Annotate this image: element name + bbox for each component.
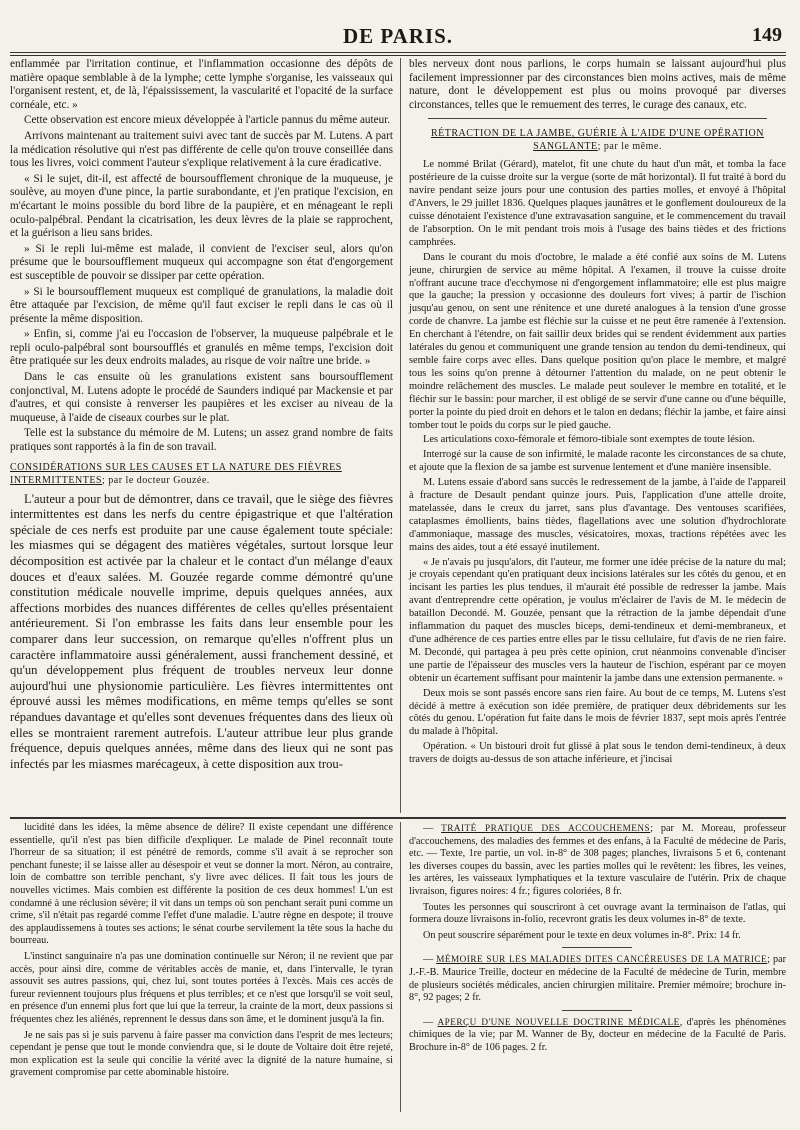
page-number: 149 <box>752 24 782 46</box>
paragraph: Deux mois se sont passés encore sans rien faire. Au bout de ce temps, M. Lutens s'est décidé à mettre à exécution son idée première, de pratiquer deux débridements sur les côtés du genou. L'opération fut faite dans le mois de février 1837, sept mois après l'entrée du malade à l'hôpital. <box>408 687 786 738</box>
paragraph: Arrivons maintenant au traitement suivi avec tant de succès par M. Lutens. A part la médication résolutive qui n'est pas différente de celle qu'on trouve conseillée dans tous les livres, voici comment l'auteur s'explique relativement à la cure éradicative. <box>10 129 393 170</box>
section-divider <box>10 817 786 819</box>
book-title: TRAITÉ PRATIQUE DES ACCOUCHEMENS <box>441 823 651 833</box>
book-notice: — TRAITÉ PRATIQUE DES ACCOUCHEMENS; par M. Moreau, professeur d'accouchemens, des maladies des femmes et des enfans, à la Faculté de médecine de Paris, etc. — Texte, 1re partie, un vol. in-8° de 308 pages; planches, livraisons 5 et 6, contenant les diverses coupes du bassin, avec les parties molles qui le revêtent: les fibres, les veines, les artères, les vaisseaux lymphatiques et la texture vasculaire de l'utérin. Prix de chaque livraison, figures noires: 4 fr.; figures coloriées, 8 fr. <box>408 823 786 897</box>
paragraph: Opération. « Un bistouri droit fut glissé à plat sous le tendon demi-tendineux, à deux travers de doigts au-dessus de son attache inférieure, et j'incisai <box>408 741 786 766</box>
running-title: DE PARIS. <box>342 24 454 48</box>
book-details: ; par J.-F.-B. Maurice Treille, docteur en médecine de la Faculté de médecine de Turin, membre de plusieurs sociétés médicales, ancien chirurgien militaire. Premier mémoire; brochure in-8°, 92 pages; 2 fr. <box>408 954 786 1004</box>
paragraph: Je ne sais pas si je suis parvenu à faire passer ma conviction dans l'esprit de mes lecteurs; cependant je pense que tout le monde conviendra que, si le doute de Voltaire doit être rejeté, mon explication est la seule qui concilie la vérité avec la dignité de la nature humaine, si gravement compromise par cette abominable histoire. <box>10 1029 393 1079</box>
article-title: RÉTRACTION DE LA JAMBE, GUÉRIE À L'AIDE D'UNE OPÉRATION SANGLANTE <box>430 128 764 153</box>
paragraph: M. Lutens essaie d'abord sans succès le redressement de la jambe, à l'aide de l'appareil à fracture de Desault pendant quinze jours. Puis, l'application d'une attelle droite, matelassée, dans le creux du jarret, sans plus d'avantage. Des ventouses scarifiées, cataplasmes émollients, bains tièdes, flagellations avec une solution d'hydrochlorate d'ammoniaque, massage des muscles, vésicatoires, moxas, tractions répétées avec les mains des aides, tout a été essayé inutilement. <box>408 477 786 553</box>
paragraph: Dans le courant du mois d'octobre, le malade a été confié aux soins de M. Lutens jeune, chirurgien de service au même hôpital. A l'examen, il trouve la cuisse droite n'offrant aucune trace d'ecchymose ni d'engorgement inflammatoire; elle est plus maigre que la gauche; la pression y occasionne des douleurs fort vives; à partir de l'ischion jusqu'au genou, on sent une rénitence et une dureté analogues à la tension d'une grosse corde de chanvre. La jambe est fléchie sur la cuisse et ne peut être ramenée à l'extension. En cherchant à l'étendre, on fait saillir deux brides qui se rendent évidemment aux parties latérales du genou et communiquent une grande tension au tendon du demi-tendineux, qui semble faire corps avec elles. Dans quelque position qu'on place le membre, et malgré tous les soins qu'on prenne à détourner l'attention du malade, on ne peut obtenir le moindre relâchement des muscles. Le malade peut soulever le membre en totalité, et le fléchir sur le bassin: pour marcher, il est obligé de se servir d'une canne ou d'une béquille, porter la pointe du pied droit en dehors et le talon en dedans; fléchir la jambe, et faire ainsi tomber tout le poids du corps sur le pied gauche. <box>408 251 786 431</box>
paragraph: enflammée par l'irritation continue, et l'inflammation occasionne des dépôts de matière opaque semblable à de la lymphe; cette lymphe s'organise, les vaisseaux qui l'organisent restent, et, de là, l'épaississement, la vascularité et l'opacité de la surface cornéale, etc. » <box>10 58 393 111</box>
separator-rule <box>562 947 632 948</box>
article-author: ; par le même. <box>597 141 662 153</box>
article-author: ; par le docteur Gouzée. <box>102 474 210 486</box>
top-left-column <box>10 58 400 813</box>
header-rule <box>10 52 786 56</box>
book-notice: — APERÇU D'UNE NOUVELLE DOCTRINE MÉDICALE, d'après les phénomènes chimiques de la vie; par M. Wanner de By, docteur en médecine de la Faculté de Paris. Brochure in-8° de 106 pages. 2 fr. <box>408 1016 786 1053</box>
paragraph: L'auteur a pour but de démontrer, dans ce travail, que le siège des fièvres intermittentes est dans les nerfs du centre épigastrique et que l'altération spéciale de ces nerfs est produite par une cause également toute spéciale: les miasmes qui se dégagent des matières végétales, surtout lorsque leur décomposition est activée par la chaleur et le contact d'un mélange d'eaux douces et d'eaux salées. M. Gouzée regarde comme démontré qu'une constitution médicale nouvelle imprime, depuis quelques années, aux affections morbides des nuances différentes de celles qu'elles présentaient antérieurement. Si l'on embrasse les faits dans leur ensemble pour les comparer dans leur succession, on remarque qu'elles n'offrent plus un caractère inflammatoire aussi généralement, aussi franchement dessiné, et qu'un développement plus fréquent de troubles nerveux leur donne aujourd'hui une physionomie particulière. Les fièvres intermittentes ont éprouvé aussi les mêmes modifications, en même temps qu'elles se sont répandues davantage et qu'elles sont devenues fréquentes dans des lieux où elles se montraient rarement autrefois. L'auteur attribue leur plus grande fréquence, depuis quelques années, même dans des lieux qui ne sont pas infectés par les miasmes marécageux, à cette disposition aux trou- <box>10 491 393 771</box>
book-details: , d'après les phénomènes chimiques de la vie; par M. Wanner de By, docteur en médecine de la Faculté de Paris. Brochure in-8° de 106 pages. 2 fr. <box>408 1016 786 1053</box>
separator-rule <box>562 1010 632 1011</box>
book-notice: — MÉMOIRE SUR LES MALADIES DITES CANCÉREUSES DE LA MATRICE; par J.-F.-B. Maurice Treille, docteur en médecine de la Faculté de médecine de Turin, membre de plusieurs sociétés médicales, ancien chirurgien militaire. Premier mémoire; brochure in-8°, 92 pages; 2 fr. <box>408 954 786 1004</box>
paragraph: Cette observation est encore mieux développée à l'article pannus du même auteur. <box>24 114 391 127</box>
quote-paragraph: » Si le repli lui-même est malade, il convient de l'exciser seul, alors qu'on présume que le boursoufflement muqueux qui accompagne son état d'engorgement est susceptible de pouvoir se dissiper par cette opération. <box>10 242 393 282</box>
paragraph: Les articulations coxo-fémorale et fémoro-tibiale sont exemptes de toute lésion. <box>422 434 755 446</box>
bottom-section <box>10 822 786 1112</box>
paragraph: On peut souscrire séparément pour le texte en deux volumes in-8°. Prix: 14 fr. <box>422 929 741 941</box>
book-title: MÉMOIRE SUR LES MALADIES DITES CANCÉREUSES DE LA MATRICE <box>436 954 768 965</box>
bottom-right-column <box>400 822 786 1112</box>
paragraph: Interrogé sur la cause de son infirmité, le malade raconte les circonstances de sa chute, et ajoute que la flexion de sa jambe est survenue lentement et d'une manière insensible. <box>408 449 786 474</box>
paragraph: bles nerveux dont nous parlions, le corps humain se laissant aujourd'hui plus facilement impressionner par des circonstances bien moins actives, mais de même nature, dont le développement est plus ou moins provoqué par diverses circonstances, telles que le remuement des terres, le curage des canaux, etc. <box>408 58 786 111</box>
paragraph: Le nommé Brilat (Gérard), matelot, fit une chute du haut d'un mât, et tomba la face postérieure de la cuisse droite sur la vergue (sorte de mât horizontal). Il fut traité à bord du navire pendant seize jours pour une contusion des parties molles, et envoyé à l'hôpital d'Anvers, le 29 juillet 1836. Quelques plaques jaunâtres et le gonflement douloureux de la cuisse dénotaient l'existence d'une extravasation sanguine, et le commencement du travail de l'absorption. On le mit pendant trois mois à l'usage des bains tièdes et des frictions camphrées. <box>408 159 786 248</box>
book-title: APERÇU D'UNE NOUVELLE DOCTRINE MÉDICALE <box>437 1016 680 1027</box>
page-header <box>10 18 786 58</box>
paragraph: Dans le cas ensuite où les granulations existent sans boursoufflement conjonctival, M. Lutens adopte le procédé de Saunders indiqué par Mackensie et par d'autres, et qui consiste à renverser les paupières et les exciser au niveau de la muqueuse, à l'aide de ciseaux courbes sur le plat. <box>10 371 393 424</box>
paragraph: L'instinct sanguinaire n'a pas une domination continuelle sur Néron; il ne revient que par accès, pour ainsi dire, comme de véritables accès de manie, et, dans l'intervalle, le tyran assouvit ses autres passions, qui, chez lui, sont toutes portées à l'excès. Mais ces accès de fureur reviennent toujours plus fréquens et plus terribles; et ce n'est que lorsqu'il se voit seul, en présence d'un ennemi plus fort que lui que la terreur, la crainte de la mort, deux passions si fréquentes chez les aliénés, reprennent le dessus dans son âme, et le dominent jusqu'à la fin. <box>10 950 393 1025</box>
paragraph: Toutes les personnes qui souscriront à cet ouvrage avant la terminaison de l'atlas, qui formera douze livraisons in-folio, recevront gratis les deux volumes in-8° de texte. <box>408 901 786 926</box>
separator-rule <box>428 118 767 119</box>
article-heading <box>10 461 393 487</box>
top-section <box>10 58 786 813</box>
paragraph: Telle est la substance du mémoire de M. Lutens; un assez grand nombre de faits pratiques sont rapportés à la fin de son travail. <box>10 427 393 454</box>
article-title: CONSIDÉRATIONS SUR LES CAUSES ET LA NATURE DES FIÈVRES INTERMITTENTES <box>10 461 342 486</box>
paragraph: lucidité dans les idées, la même absence de délire? Il existe cependant une différence essentielle, qu'il n'est pas bien difficile d'expliquer. Le malade de Pinel reconnaît toute l'horreur de sa situation; il est pénétré de remords, comme s'il avait à se reprocher son penchant funeste; il se laisse aller au désespoir et veut se donner la mort. Néron, au contraire, loin de combattre son terrible penchant, s'y livre avec délices. Il fait tous les jours de nouvelles victimes. Mais combien est différente la position de ces deux hommes! L'un est condamné à une réclusion sévère; il vit dans un temps où son penchant serait puni comme un crime, s'il n'était pas regardé comme l'effet d'une maladie. L'autre règne en despote; il trouve des applaudissemens à toutes ses actions; le sénat courbe servilement la tête sous la hache du bourreau. <box>10 822 393 947</box>
article-heading <box>409 127 786 153</box>
quote-paragraph: » Enfin, si, comme j'ai eu l'occasion de l'observer, la muqueuse palpébrale et le repli oculo-palpébral sont boursoufflés et granulés en même temps, l'excision doit être pratiquée sur les deux endroits malades, au risque de voir naître une bride. » <box>10 328 393 368</box>
top-right-column <box>400 58 786 813</box>
quote-paragraph: « Je n'avais pu jusqu'alors, dit l'auteur, me former une idée précise de la nature du mal; je croyais cependant qu'en pratiquant deux incisions latérales sur les côtés du genou, et en incisant les parties les plus tendues, il m'aurait été possible de redresser la jambe. Mais avant d'entreprendre cette opération, je voulus m'éclairer de l'avis de M. le médecin de bataillon Decondé. M. Gouzée, pensant que la rétraction de la jambe dépendait d'une inflammation du paquet des muscles biceps, demi-tendineux et demi-membraneux, et d'une adhérence de ces parties entre elles par le tissu cellulaire, fut d'avis de ne rien faire. M. Decondé, qui partagea à peu près cette opinion, crut néanmoins convenable d'inciser une partie de l'épaisseur des muscles vers la hauteur de l'ischion, espérant par ce moyen obtenir un écartement suffisant pour maintenir la jambe dans une extension permanente. » <box>408 556 786 684</box>
quote-paragraph: » Si le boursoufflement muqueux est compliqué de granulations, la maladie doit être attaquée par l'excision, de même qu'il faut exciser le repli dans le cas où il présente la même disposition. <box>10 285 393 325</box>
bottom-left-column <box>10 822 400 1112</box>
book-details: ; par M. Moreau, professeur d'accouchemens, des maladies des femmes et des enfans, à la Faculté de médecine de Paris, etc. — Texte, 1re partie, un vol. in-8° de 308 pages; planches, livraisons 5 et 6, contenant les diverses coupes du bassin, avec les parties molles qui le revêtent: les fibres, les veines, les artères, les vaisseaux lymphatiques et la texture vasculaire de l'utérin. Prix de chaque livraison, figures noires: 4 fr.; figures coloriées, 8 fr. <box>408 823 786 897</box>
quote-paragraph: « Si le sujet, dit-il, est affecté de boursoufflement chronique de la muqueuse, je soulève, au moyen d'une pince, la partie surabondante, et j'en pratique l'excision, en m'écartant le moins possible du bord libre de la paupière, et en ménageant le repli oculo-palpébral. Pendant la cicatrisation, les deux lèvres de la plaie se rapprochent, et la guérison a lieu sans brides. <box>10 172 393 240</box>
